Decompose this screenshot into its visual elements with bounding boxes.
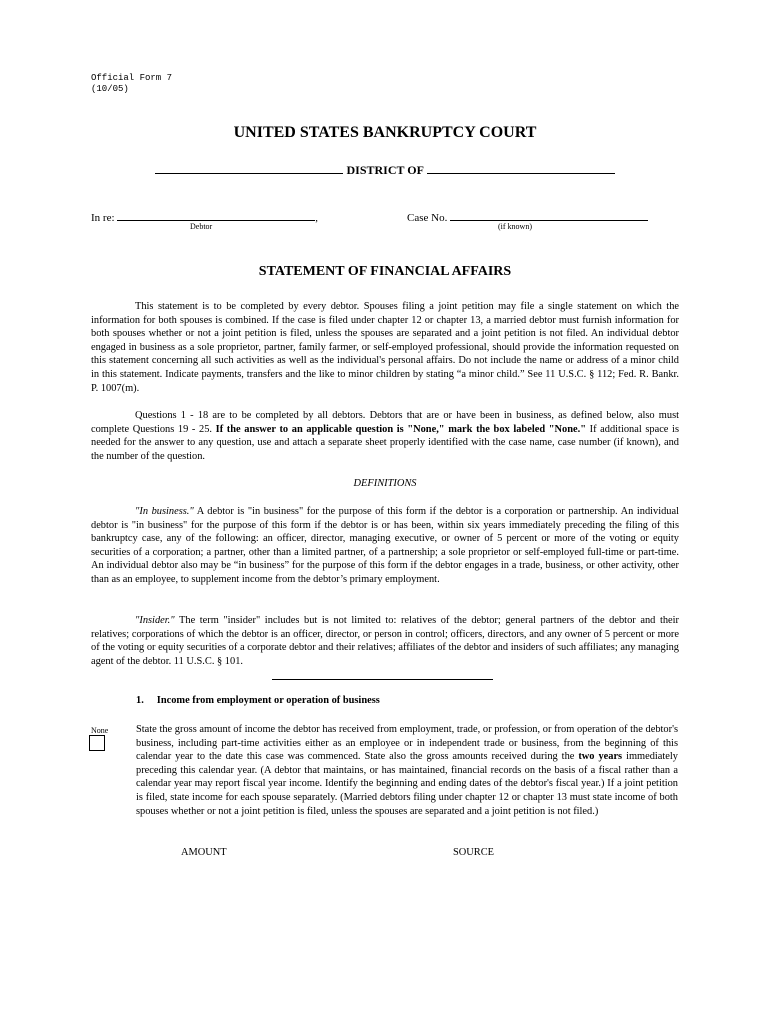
insider-text: The term "insider" includes but is not limited to: relatives of the debtor; general partners of the debtor and their relatives; corporations of which the debtor is an officer, director, or person in control; officers, directors, and any owner of 5 percent or more of the voting or equity securities of a corporate debtor and their relatives; affiliates of the debtor and insiders of such affiliates; any managing agent of the debtor. 11 U.S.C. § 101.: [91, 615, 679, 667]
question-1-bold: two years: [578, 751, 623, 763]
in-business-term: "In business.": [135, 506, 194, 517]
intro-p2-bold: If the answer to an applicable question is "None," mark the box labeled "None.": [215, 423, 586, 435]
district-label: DISTRICT OF: [346, 163, 424, 177]
none-label: None: [91, 726, 109, 735]
section-divider: [272, 679, 493, 680]
debtor-caption: Debtor: [190, 222, 213, 231]
intro-p2-text-b: If additional space is needed for the answer to any question, use and attach a separate sheet properly identified with the case name, case number (if known), and the number of the question.: [91, 423, 679, 462]
case-number-field[interactable]: [450, 210, 648, 221]
question-1-text-a: State the gross amount of income the debtor has received from employment, trade, or profession, or from operation of the debtor's business, including part-time activities either as an employee or in independent trade or business, from the beginning of this calendar year to the date this case was commenced. State also the gross amounts received during the: [136, 724, 678, 763]
intro-paragraph-2: [91, 409, 679, 463]
court-title: UNITED STATES BANKRUPTCY COURT: [233, 124, 537, 141]
question-1-title: Income from employment or operation of business: [156, 695, 380, 706]
amount-column-header: AMOUNT: [181, 847, 227, 858]
question-1-instructions: [136, 723, 678, 818]
district-blank-left[interactable]: [155, 163, 343, 174]
district-blank-right[interactable]: [427, 163, 615, 174]
in-business-definition: [91, 505, 679, 587]
in-re-line: In re: ,: [91, 212, 319, 224]
insider-term: "Insider.": [135, 615, 175, 626]
definitions-heading: DEFINITIONS: [353, 478, 417, 489]
insider-definition: [91, 614, 679, 668]
source-column-header: SOURCE: [453, 847, 494, 858]
form-date: (10/05): [91, 84, 129, 94]
none-checkbox[interactable]: [89, 735, 105, 751]
debtor-name-field[interactable]: [117, 210, 315, 221]
case-no-label: Case No.: [407, 212, 448, 224]
form-identifier: [91, 73, 172, 95]
intro-paragraph-1: This statement is to be completed by every debtor. Spouses filing a joint petition may file a single statement on which the information for both spouses is combined. If the case is filed under chapter 12 or chapter 13, a married debtor must furnish information for both spouses whether or not a joint petition is filed, unless the spouses are separated and a joint petition is not filed. An individual debtor engaged in business as a sole proprietor, partner, family farmer, or self-employed professional, should provide the information requested on this statement concerning all such activities as well as the individual's personal affairs. Do not include the name or address of a minor child in this statement. Indicate payments, transfers and the like to minor children by stating “a minor child.” See 11 U.S.C. § 112; Fed. R. Bankr. P. 1007(m).: [91, 301, 679, 394]
statement-title: STATEMENT OF FINANCIAL AFFAIRS: [258, 264, 512, 279]
intro-p2-text-a: Questions 1 - 18 are to be completed by all debtors. Debtors that are or have been in business, as defined below, also must complete Questions 19 - 25.: [91, 410, 679, 435]
in-re-label: In re:: [91, 212, 115, 224]
in-business-text: A debtor is "in business" for the purpose of this form if the debtor is a corporation or partnership. An individual debtor is "in business" for the purpose of this form if the debtor is or has been, within six years immediately preceding the filing of this bankruptcy case, any of the following: an officer, director, managing executive, or owner of 5 percent or more of the voting or equity securities of a corporation; a partner, other than a limited partner, of a partnership; a sole proprietor or self-employed full-time or part-time. An individual debtor also may be “in business” for the purpose of this form if the debtor engages in a trade, business, or other activity, other than as an employee, to supplement income from the debtor’s primary employment.: [91, 506, 680, 585]
question-1-text-b: immediately preceding this calendar year. (A debtor that maintains, or has maintained, financial records on the basis of a fiscal rather than a calendar year may report fiscal year income. Identify the beginning and ending dates of the debtor's fiscal year.) If a joint petition is filed, state income for each spouse separately. (Married debtors filing under chapter 12 or chapter 13 must state income of both spouses whether or not a joint petition is filed, unless the spouses are separated and a joint petition is not filed.): [136, 751, 679, 817]
question-1-number: 1.: [136, 695, 144, 706]
district-line: [0, 163, 770, 178]
question-1-heading: [136, 695, 380, 706]
official-form-label: Official Form 7: [91, 73, 173, 83]
if-known-caption: (if known): [498, 222, 532, 231]
